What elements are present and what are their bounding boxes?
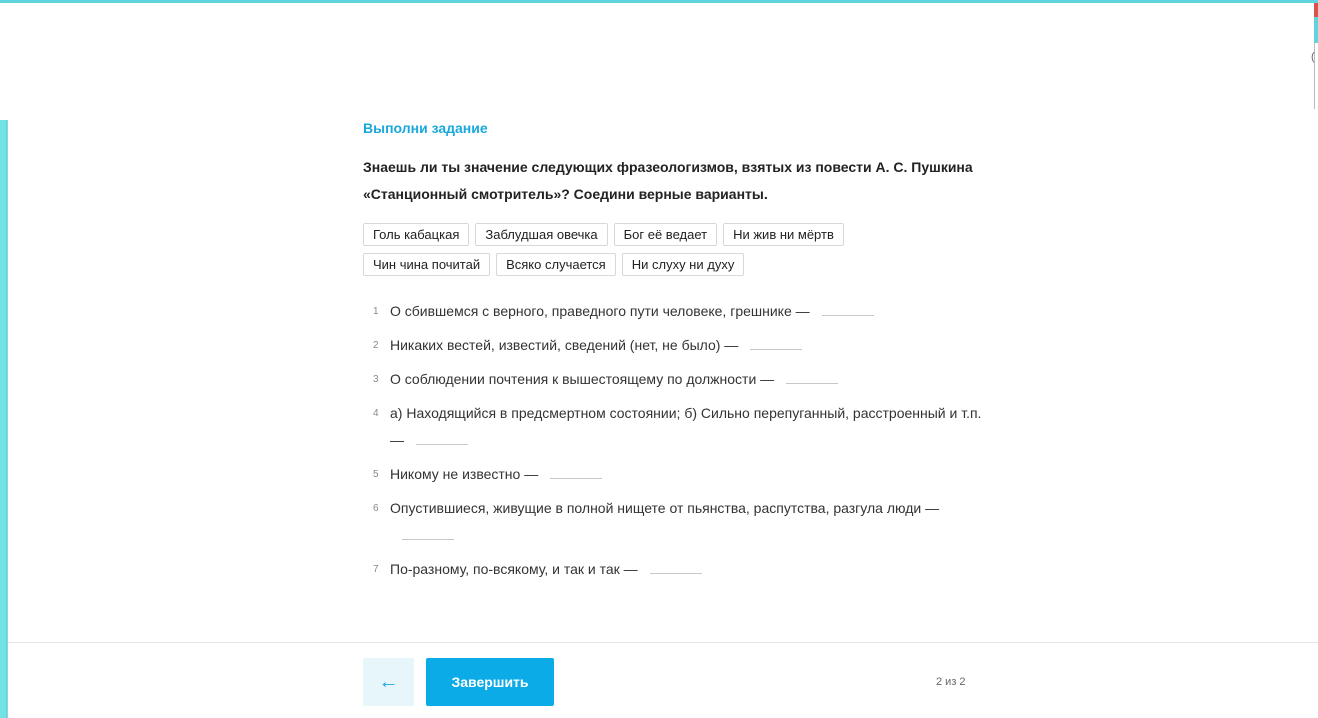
answer-chip[interactable]: Заблудшая овечка [475,223,607,246]
left-strip-edge [6,120,7,718]
task-question [363,154,993,208]
top-accent-line [0,0,1318,3]
answer-drop-slot[interactable] [822,301,874,316]
answer-chip[interactable]: Ни слуху ни духу [622,253,745,276]
task-heading: Выполни задание [363,120,488,136]
answer-chip[interactable]: Ни жив ни мёртв [723,223,844,246]
definition-item [363,461,993,488]
item-number: 6 [373,503,379,514]
finish-button[interactable]: Завершить [426,658,554,706]
answer-chip[interactable]: Чин чина почитай [363,253,490,276]
item-text: Никому не известно — [390,466,539,482]
task-question-line-2: «Станционный смотритель»? Соедини верные варианты. [363,186,768,202]
item-number: 7 [373,564,379,575]
answer-drop-slot[interactable] [650,559,702,574]
answer-drop-slot[interactable] [416,430,468,445]
definition-item [363,400,993,454]
right-edge-glyph: ( [1311,51,1315,63]
item-number: 4 [373,408,379,419]
definition-item [363,298,993,325]
right-edge-cyan-mark [1314,17,1318,43]
definition-item [363,332,993,359]
item-number: 5 [373,469,379,480]
answer-drop-slot[interactable] [402,525,454,540]
item-text: Опустившиеся, живущие в полной нищете от пьянства, распутства, разгула люди — [390,500,940,516]
right-edge-red-mark [1314,3,1318,17]
definition-item [363,366,993,393]
right-edge-widget [1311,0,1318,110]
back-button[interactable] [363,658,414,706]
arrow-left-icon: ← [378,670,399,693]
item-text: О соблюдении почтения к вышестоящему по должности — [390,371,775,387]
answer-drop-slot[interactable] [750,335,802,350]
item-number: 2 [373,340,379,351]
answer-chip[interactable]: Голь кабацкая [363,223,469,246]
definition-item [363,556,993,583]
item-number: 3 [373,374,379,385]
answer-chip[interactable]: Всяко случается [496,253,616,276]
item-text: а) Находящийся в предсмертном состоянии; б) Сильно перепуганный, расстроенный и т.п. — [390,405,982,448]
item-text: О сбившемся с верного, праведного пути человеке, грешнике — [390,303,810,319]
definition-list [363,298,993,583]
answer-drop-slot[interactable] [550,464,602,479]
task-content [363,116,993,590]
task-question-line-1: Знаешь ли ты значение следующих фразеологизмов, взятых из повести А. С. Пушкина [363,159,973,175]
footer-divider [8,642,1318,643]
answer-chip[interactable]: Бог её ведает [614,223,717,246]
answer-drop-slot[interactable] [786,369,838,384]
item-number: 1 [373,306,379,317]
item-text: Никаких вестей, известий, сведений (нет, не было) — [390,337,739,353]
page-counter: 2 из 2 [936,676,966,688]
definition-item [363,495,993,549]
answer-chips [363,223,923,276]
item-text: По-разному, по-всякому, и так и так — [390,561,638,577]
